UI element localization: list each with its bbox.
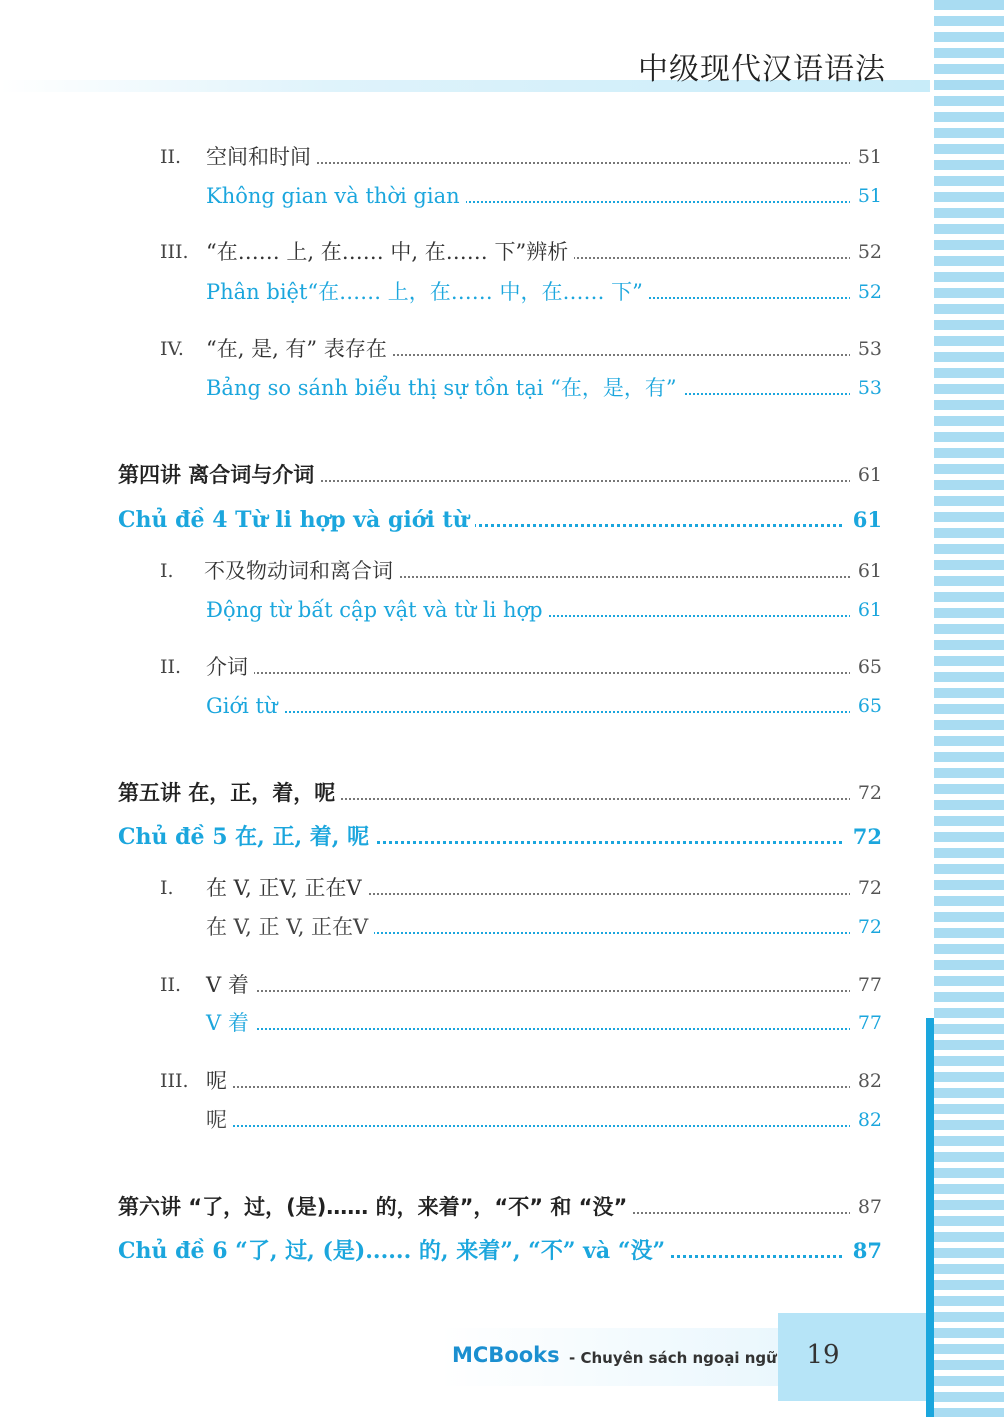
dot-leader	[206, 709, 854, 713]
dot-leader	[206, 670, 854, 674]
chapter-title-vi: Chủ đề 4 Từ li hợp và giới từ	[118, 503, 475, 537]
section-title-cn: 空间和时间	[206, 140, 317, 174]
section-title-vi: 在 V, 正 V, 正在V	[206, 910, 374, 944]
section-title-vi: V 着	[206, 1006, 255, 1040]
page-ref: 65	[850, 689, 882, 723]
section-title-cn: V 着	[206, 968, 255, 1002]
toc-entry-cn[interactable]	[0, 140, 1004, 174]
dot-leader	[206, 1123, 854, 1127]
page-ref: 51	[850, 140, 882, 174]
page-ref: 87	[850, 1190, 882, 1224]
toc-entry-vi[interactable]	[0, 910, 1004, 944]
page-ref: 87	[845, 1234, 882, 1268]
toc-entry-cn[interactable]	[0, 1064, 1004, 1098]
page-number: 19	[806, 1340, 840, 1370]
page-ref: 52	[850, 275, 882, 309]
section-number: I.	[160, 560, 174, 582]
page-ref: 61	[850, 554, 882, 588]
section-number: II.	[160, 656, 182, 678]
toc-entry-vi[interactable]	[0, 1103, 1004, 1137]
dot-leader	[206, 1026, 854, 1030]
toc-entry-vi[interactable]	[0, 179, 1004, 213]
section-title-cn: 介词	[206, 650, 254, 684]
toc-entry-cn[interactable]	[0, 235, 1004, 269]
book-title: 中级现代汉语语法	[638, 52, 886, 87]
chapter-title-cn: 第五讲 在，正，着，呢	[118, 776, 341, 810]
toc-entry-cn[interactable]	[0, 650, 1004, 684]
section-number: II.	[160, 974, 182, 996]
section-number: III.	[160, 1070, 189, 1092]
page-ref: 52	[850, 235, 882, 269]
page-ref: 77	[850, 1006, 882, 1040]
page-ref: 65	[850, 650, 882, 684]
section-number: II.	[160, 146, 182, 168]
section-number: III.	[160, 241, 189, 263]
section-title-vi: Phân biệt“在…… 上，在…… 中，在…… 下”	[206, 275, 649, 309]
page-ref: 61	[845, 503, 882, 537]
toc-chapter-vi[interactable]	[0, 1234, 1004, 1268]
page-ref: 51	[850, 179, 882, 213]
page-ref: 72	[845, 820, 882, 854]
page-ref: 53	[850, 371, 882, 405]
section-number: I.	[160, 877, 174, 899]
page-ref: 82	[850, 1103, 882, 1137]
toc-entry-cn[interactable]	[0, 554, 1004, 588]
toc-chapter-cn[interactable]	[0, 1190, 1004, 1224]
section-title-vi: Động từ bất cập vật và từ li hợp	[206, 593, 549, 627]
toc-entry-cn[interactable]	[0, 968, 1004, 1002]
chapter-title-vi: Chủ đề 5 在, 正, 着, 呢	[118, 820, 375, 854]
chapter-title-cn: 第四讲 离合词与介词	[118, 458, 320, 492]
toc-entry-vi[interactable]	[0, 1006, 1004, 1040]
toc-chapter-vi[interactable]	[0, 503, 1004, 537]
publisher-slogan: - Chuyên sách ngoại ngữ	[569, 1349, 777, 1367]
dot-leader	[206, 1084, 854, 1088]
chapter-title-vi: Chủ đề 6 “了, 过, (是)...... 的, 来着”, “不” và “没”	[118, 1234, 671, 1268]
section-title-vi: Bảng so sánh biểu thị sự tồn tại “在，是，有”	[206, 371, 683, 405]
toc-chapter-cn[interactable]	[0, 776, 1004, 810]
page-ref: 72	[850, 910, 882, 944]
section-title-vi: 呢	[206, 1103, 233, 1137]
chapter-title-cn: 第六讲 “了，过，(是)…… 的，来着”，“不” 和 “没”	[118, 1190, 633, 1224]
page-ref: 82	[850, 1064, 882, 1098]
page-ref: 72	[850, 776, 882, 810]
section-title-cn: “在…… 上, 在…… 中, 在…… 下”辨析	[206, 235, 574, 269]
publisher-logo: MCBooks	[452, 1343, 560, 1367]
toc-entry-vi[interactable]	[0, 371, 1004, 405]
toc-entry-vi[interactable]	[0, 275, 1004, 309]
toc-entry-cn[interactable]	[0, 871, 1004, 905]
page-ref: 61	[850, 593, 882, 627]
section-title-cn: 呢	[206, 1064, 233, 1098]
toc-chapter-vi[interactable]	[0, 820, 1004, 854]
section-title-cn: 不及物动词和离合词	[204, 554, 399, 588]
section-number: IV.	[160, 338, 184, 360]
toc-chapter-cn[interactable]	[0, 458, 1004, 492]
page-ref: 61	[850, 458, 882, 492]
page-ref: 72	[850, 871, 882, 905]
section-title-vi: Giới từ	[206, 689, 284, 723]
toc-entry-vi[interactable]	[0, 689, 1004, 723]
section-title-cn: 在 V, 正V, 正在V	[206, 871, 368, 905]
toc-entry-cn[interactable]	[0, 332, 1004, 366]
section-title-vi: Không gian và thời gian	[206, 179, 466, 213]
toc-entry-vi[interactable]	[0, 593, 1004, 627]
page-ref: 53	[850, 332, 882, 366]
page-ref: 77	[850, 968, 882, 1002]
section-title-cn: “在, 是, 有” 表存在	[206, 332, 393, 366]
dot-leader	[206, 988, 854, 992]
